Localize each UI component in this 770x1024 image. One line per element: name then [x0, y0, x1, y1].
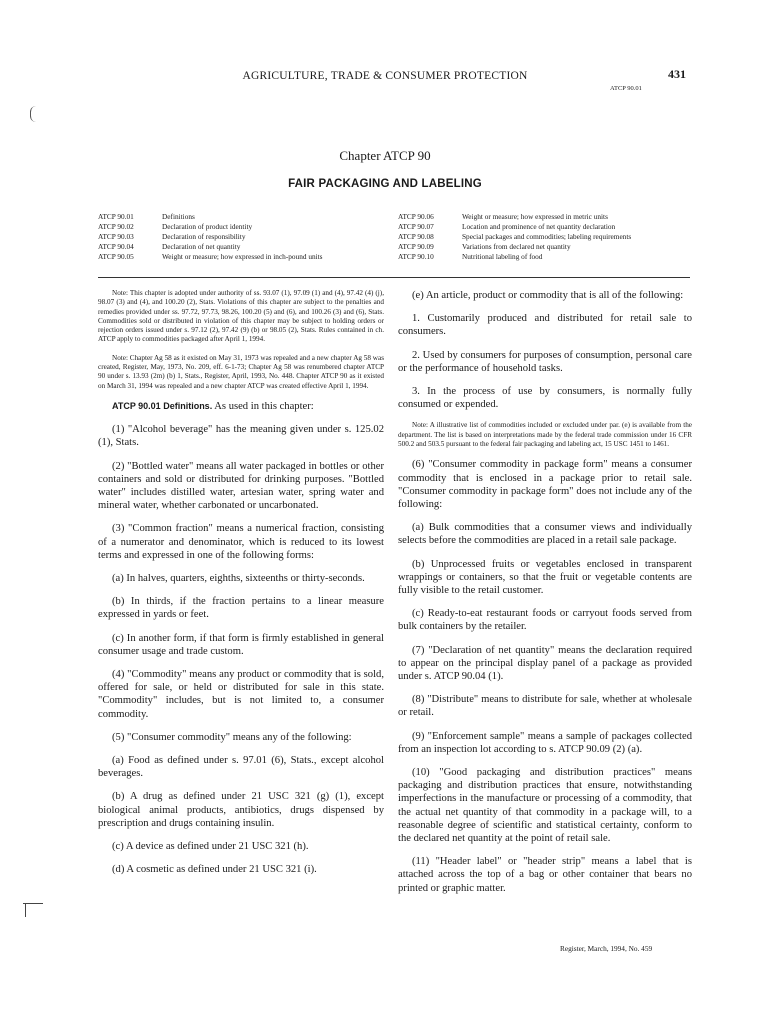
toc-row: [98, 252, 418, 262]
definition-paragraph: (c) In another form, if that form is firmly established in general consumer usage and trade custom.: [98, 632, 384, 657]
toc-code: ATCP 90.09: [398, 242, 434, 251]
register-footer: Register, March, 1994, No. 459: [560, 944, 653, 953]
toc-title: Weight or measure; how expressed in metric units: [462, 212, 608, 221]
definition-paragraph: (3) "Common fraction" means a numerical fraction, consisting of a numerator and denominator, which is reduced to its lowest terms and expressed in one of the following forms:: [98, 523, 384, 561]
definition-paragraph: (8) "Distribute" means to distribute for sale, whether at wholesale or retail.: [398, 694, 692, 719]
table-of-contents-right: [398, 212, 698, 262]
toc-row: [398, 252, 698, 262]
definition-paragraph: (a) Bulk commodities that a consumer views and individually selects before the commodities are placed in a retail sale package.: [398, 522, 692, 547]
chapter-subtitle: FAIR PACKAGING AND LABELING: [288, 178, 482, 190]
margin-mark: [23, 897, 45, 917]
toc-code: ATCP 90.04: [98, 242, 134, 251]
toc-code: ATCP 90.10: [398, 252, 434, 261]
toc-title: Declaration of responsibility: [162, 232, 246, 241]
definition-paragraph: 1. Customarily produced and distributed for retail sale to consumers.: [398, 313, 692, 338]
toc-code: ATCP 90.03: [98, 232, 134, 241]
definition-paragraph: (4) "Commodity" means any product or commodity that is sold, offered for sale, or held or distributed for sale in this state. "Commodity" includes, but is not limited to, a consumer commodity.: [98, 669, 384, 720]
toc-title: Special packages and commodities; labeling requirements: [462, 232, 632, 241]
definition-paragraph: (11) "Header label" or "header strip" means a label that is attached across the top of a bag or other container that bears no printed or graphic matter.: [398, 856, 692, 894]
toc-code: ATCP 90.05: [98, 252, 134, 261]
definition-paragraph: (a) Food as defined under s. 97.01 (6), Stats., except alcohol beverages.: [98, 755, 384, 780]
toc-code: ATCP 90.06: [398, 212, 434, 221]
section-intro-text: As used in this chapter:: [212, 400, 314, 412]
toc-row: [398, 212, 698, 222]
definition-paragraph: (6) "Consumer commodity in package form" means a consumer commodity that is enclosed in a package prior to retail sale. "Consumer commodity in package form" does not include any of the following:: [398, 459, 692, 510]
margin-mark: [30, 106, 39, 122]
definition-paragraph: (d) A cosmetic as defined under 21 USC 321 (i).: [112, 864, 317, 876]
right-column: [398, 289, 692, 905]
toc-row: [398, 232, 698, 242]
toc-row: [98, 242, 418, 252]
definition-paragraph: (7) "Declaration of net quantity" means the declaration required to appear on the principal display panel of a package as provided under s. ATCP 90.04 (1).: [398, 644, 692, 682]
definition-paragraph: (b) Unprocessed fruits or vegetables enclosed in transparent wrappings or containers, so that the fruit or vegetable contents are fully visible to the retail customer.: [398, 558, 692, 596]
section-divider: [98, 277, 690, 278]
running-title: AGRICULTURE, TRADE & CONSUMER PROTECTION: [242, 70, 528, 82]
definition-paragraph: (10) "Good packaging and distribution practices" means packaging and distribution practices that ensure, notwithstanding imperfections in the manufacture or processing of a commodity, that the actual net quantity of that commodity in a package will, to a reasonable degree of scientific and statistical certainty, conform to the declared net quantity at the point of retail sale.: [398, 766, 692, 844]
toc-title: Declaration of net quantity: [162, 242, 241, 251]
definition-paragraph: (e) An article, product or commodity that is all of the following:: [412, 290, 684, 301]
toc-title: Definitions: [162, 212, 195, 221]
chapter-heading: Chapter ATCP 90: [339, 148, 431, 163]
toc-code: ATCP 90.08: [398, 232, 434, 241]
definition-paragraph: (a) In halves, quarters, eighths, sixteenths or thirty-seconds.: [112, 573, 365, 584]
definition-paragraph: (b) A drug as defined under 21 USC 321 (g) (1), except biological animal products, antibiotics, drugs dispensed by prescription and drugs containing insulin.: [98, 791, 384, 829]
definition-paragraph: (b) In thirds, if the fraction pertains to a linear measure expressed in yards or feet.: [98, 596, 384, 621]
toc-code: ATCP 90.07: [398, 222, 434, 231]
toc-row: [398, 242, 698, 252]
definition-paragraph: (c) Ready-to-eat restaurant foods or carryout foods served from bulk containers by the retailer.: [398, 608, 692, 633]
section-intro: [98, 400, 384, 413]
table-of-contents-left: [98, 212, 418, 262]
definition-paragraph: (c) A device as defined under 21 USC 321 (h).: [112, 841, 309, 853]
toc-row: [98, 232, 418, 242]
page-number: 431: [668, 67, 686, 81]
definition-paragraph: (1) "Alcohol beverage" has the meaning given under s. 125.02 (1), Stats.: [98, 424, 384, 449]
definition-paragraph: (5) "Consumer commodity" means any of the following:: [112, 731, 352, 743]
toc-title: Nutritional labeling of food: [462, 252, 543, 261]
toc-code: ATCP 90.02: [98, 222, 134, 231]
toc-title: Weight or measure; how expressed in inch-pound units: [162, 252, 323, 261]
page-section-code: ATCP 90.01: [610, 85, 642, 92]
definition-paragraph: (2) "Bottled water" means all water packaged in bottles or other containers and sold or distributed for drinking purposes. "Bottled water" includes distilled water, artesian water, spring water and mineral water, whether carbonated or uncarbonated.: [98, 460, 384, 512]
toc-title: Declaration of product identity: [162, 222, 253, 231]
toc-title: Variations from declared net quantity: [462, 242, 571, 251]
illustrative-list-note: Note: A illustrative list of commodities included or excluded under par. (e) is available from the department. The list is based on interpretations made by the federal trade commission under 16 CFR 500.2 and 503.5 pursuant to the federal fair packaging and labeling act, 15 USC 1451 to 1461.: [398, 421, 692, 449]
authority-note: Note: This chapter is adopted under authority of ss. 93.07 (1), 97.09 (1) and (4), 97.42 (4) (j), 98.07 (3) and (4), and 100.20 (2), Stats. Violations of this chapter are subject to the penalties and remedies provided under ss. 97.72, 97.73, 98.26, 100.20 (5) and (6), and 100.26 (3) and (6), Stats. Commodities sold or distributed in violation of this chapter may be subject to holding orders or rejection orders issued under s. 97.12 (2), 97.42 (9) (b) or 98.05 (2), Stats. Rules contained in ch. ATCP apply to commodities packaged after April 1, 1994.: [98, 289, 384, 344]
toc-title: Location and prominence of net quantity declaration: [462, 222, 616, 231]
history-note: Note: Chapter Ag 58 as it existed on May 31, 1973 was repealed and a new chapter Ag 58 was created, Register, May, 1973, No. 209, eff. 6-1-73; Chapter Ag 58 was renumbered chapter ATCP 90 under s. 13.93 (2m) (b) 1, Stats., Register, April, 1993, No. 448. Chapter ATCP 90 as it existed on March 31, 1994 was repealed and a new chapter ATCP was created effective April 1, 1994.: [98, 353, 384, 390]
definition-paragraph: 2. Used by consumers for purposes of consumption, personal care or the performance of household tasks.: [398, 349, 692, 374]
definition-paragraph: (9) "Enforcement sample" means a sample of packages collected from an inspection lot according to s. ATCP 90.09 (2) (a).: [398, 730, 692, 755]
definition-paragraph: 3. In the process of use by consumers, is normally fully consumed or expended.: [398, 386, 692, 411]
toc-row: [98, 212, 418, 222]
toc-row: [398, 222, 698, 232]
toc-code: ATCP 90.01: [98, 212, 134, 221]
toc-row: [98, 222, 418, 232]
left-column: [98, 289, 384, 886]
section-label: ATCP 90.01 Definitions.: [112, 400, 213, 411]
